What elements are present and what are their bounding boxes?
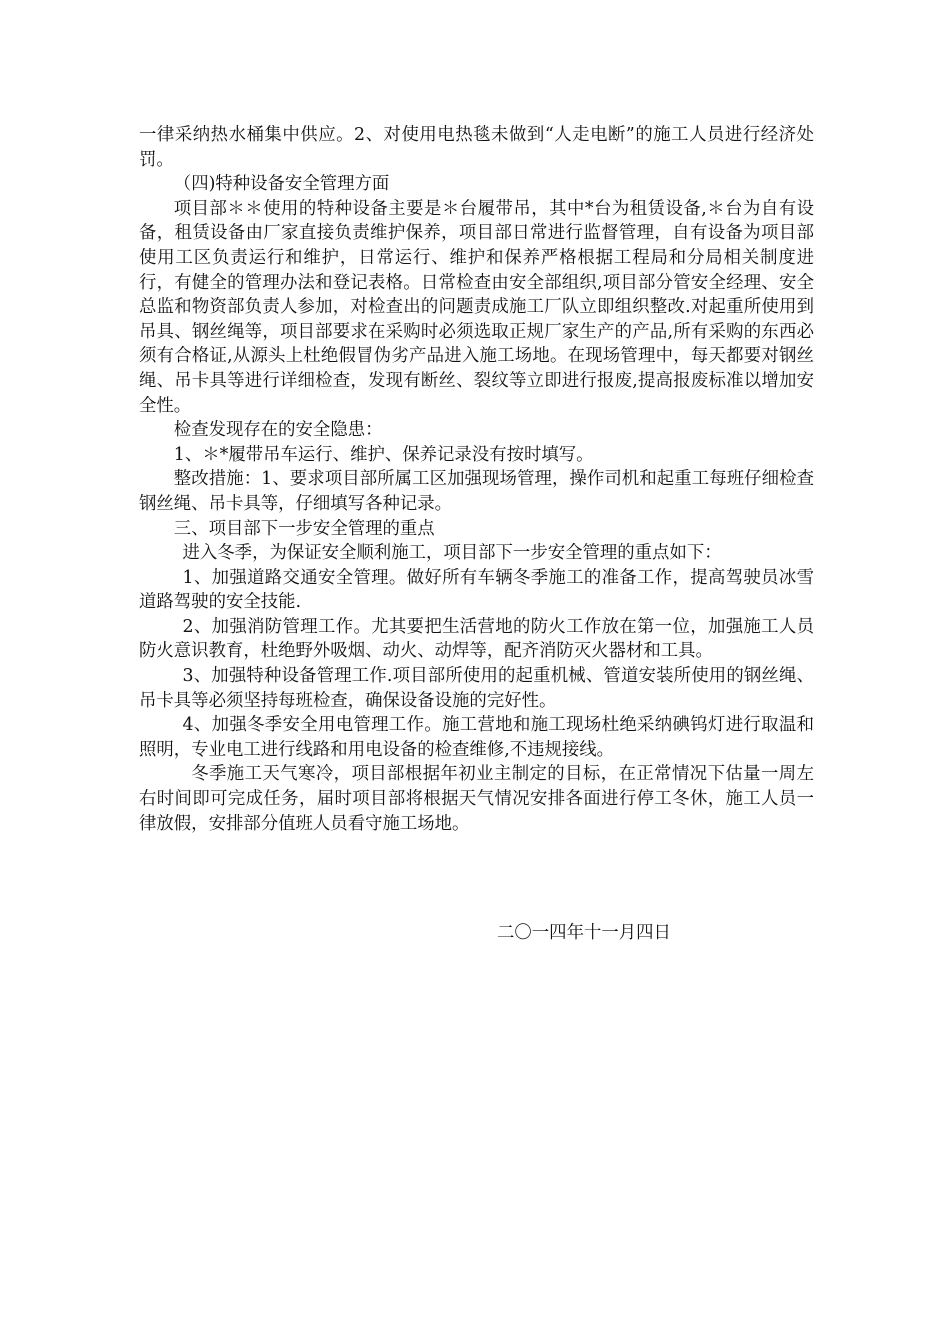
paragraph-item-traffic: 1、加强道路交通安全管理。做好所有车辆冬季施工的准备工作，提高驾驶员冰雪道路驾驶的安全技能. — [139, 567, 814, 613]
paragraph-winter-intro: 进入冬季，为保证安全顺利施工，项目部下一步安全管理的重点如下： — [182, 543, 722, 564]
document-body — [139, 123, 814, 836]
paragraph-hot-water-supply: 一律采纳热水桶集中供应。2、对使用电热毯未做到“人走电断”的施工人员进行经济处罚。 — [139, 125, 814, 170]
paragraph-rectification: 整改措施：1、要求项目部所属工区加强现场管理，操作司机和起重工每班仔细检查钢丝绳、吊卡具等，仔细填写各种记录。 — [139, 469, 814, 514]
paragraph-special-equipment: 项目部＊＊使用的特种设备主要是＊台履带吊，其中*台为租赁设备,＊台为自有设备，租赁设备由厂家直接负责维护保养，项目部日常进行监督管理，自有设备为项目部使用工区负责运行和维护，日常运行、维护和保养严格根据工程局和分局相关制度进行，有健全的管理办法和登记表格。日常检查由安全部组织,项目部分管安全经理、安全总监和物资部负责人参加，对检查出的问题责成施工厂队立即组织整改.对起重所使用到吊具、钢丝绳等，项目部要求在采购时必须选取正规厂家生产的产品,所有采购的东西必须有合格证,从源头上杜绝假冒伪劣产品进入施工场地。在现场管理中，每天都要对钢丝绳、吊卡具等进行详细检查，发现有断丝、裂纹等立即进行报废,提高报废标准以增加安全性。 — [139, 198, 814, 416]
paragraph-item-electricity: 4、加强冬季安全用电管理工作。施工营地和施工现场杜绝采纳碘钨灯进行取温和照明，专业电工进行线路和用电设备的检查维修,不违规接线。 — [139, 715, 814, 760]
paragraph-hazards-heading: 检查发现存在的安全隐患： — [173, 420, 383, 441]
section-heading-special-equipment: （四)特种设备安全管理方面 — [173, 174, 390, 195]
paragraph-item-equipment: 3、加强特种设备管理工作.项目部所使用的起重机械、管道安装所使用的钢丝绳、吊卡具等必须坚持每班检查，确保设备设施的完好性。 — [139, 666, 814, 711]
section-heading-next-steps: 三、项目部下一步安全管理的重点 — [173, 518, 435, 539]
paragraph-item-fire: 2、加强消防管理工作。尤其要把生活营地的防火工作放在第一位，加强施工人员防火意识教育，杜绝野外吸烟、动火、动焊等，配齐消防灭火器材和工具。 — [139, 616, 814, 662]
paragraph-hazard-1: 1、＊*履带吊车运行、维护、保养记录没有按时填写。 — [173, 444, 594, 465]
document-date: 二〇一四年十一月四日 — [497, 923, 671, 943]
paragraph-winter-closing: 冬季施工天气寒冷，项目部根据年初业主制定的目标，在正常情况下估量一周左右时间即可完成任务，届时项目部将根据天气情况安排各面进行停工冬休，施工人员一律放假，安排部分值班人员看守施工场地。 — [139, 764, 814, 834]
